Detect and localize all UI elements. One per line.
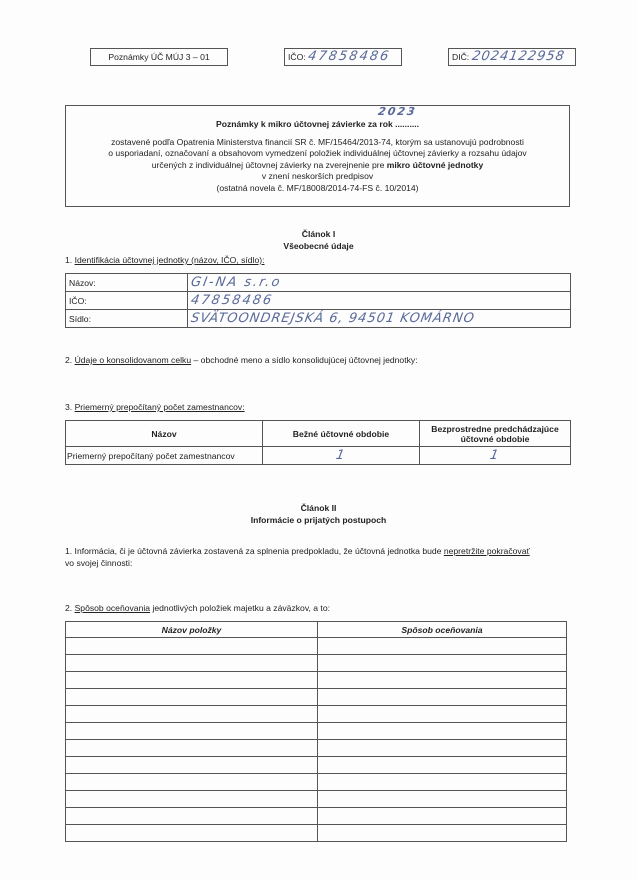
intro-box: [65, 105, 570, 207]
article-heading: Článok I: [301, 229, 336, 239]
table-row: [66, 791, 567, 808]
employees-table: [65, 420, 571, 465]
row-label: Názov:: [66, 274, 188, 292]
column-header: Spôsob oceňovania: [318, 622, 567, 638]
ico-box: [284, 48, 402, 66]
table-row: [66, 447, 571, 465]
article-heading: Článok II: [300, 503, 337, 513]
column-header: Bezprostredne predchádzajúce účtovné obdobie: [420, 421, 571, 447]
table-row: [66, 825, 567, 842]
table-row: [66, 672, 567, 689]
form-code: Poznámky ÚČ MÚJ 3 – 01: [108, 52, 210, 62]
table-row: [66, 274, 571, 292]
dic-label: DIČ:: [452, 52, 470, 62]
article-subheading: Všeobecné údaje: [283, 241, 354, 251]
table-row: [66, 706, 567, 723]
table-row: [66, 310, 571, 328]
section-number: 2.: [65, 603, 75, 613]
table-row: [66, 292, 571, 310]
column-header: Názov položky: [66, 622, 318, 638]
section-label: Identifikácia účtovnej jednotky (názov, IČO, sídlo):: [74, 255, 265, 265]
row-label: IČO:: [66, 292, 188, 310]
intro-bold: mikro účtovné jednotky: [386, 159, 484, 170]
section-label: nepretržite pokračovať: [443, 546, 530, 556]
section-number: 1.: [65, 255, 75, 265]
table-row: [66, 655, 567, 672]
table-row: [66, 689, 567, 706]
valuation-table: [65, 621, 567, 842]
row-value: SVÄTOONDREJSKÁ 6, 94501 KOMÁRNO: [189, 311, 477, 326]
ico-value: 47858486: [306, 49, 392, 64]
row-label: Sídlo:: [66, 310, 188, 328]
section-label: Spôsob oceňovania: [74, 603, 151, 613]
year-value: 2023: [377, 105, 419, 118]
intro-title: Poznámky k mikro účtovnej závierke za rok ..........: [216, 119, 419, 129]
intro-line: zostavené podľa Opatrenia Ministerstva financií SR č. MF/15464/2013-74, ktorým sa ustanovujú podrobnosti: [111, 136, 524, 147]
column-header: Názov: [66, 421, 263, 447]
section-text: 1. Informácia, či je účtovná závierka zostavená za splnenia predpokladu, že účtovná jednotka bude: [65, 546, 444, 556]
current-value: 1: [334, 448, 348, 463]
section-label: Priemerný prepočítaný počet zamestnancov:: [74, 402, 245, 412]
section-text: jednotlivých položiek majetku a záväzkov, a to:: [150, 603, 330, 613]
previous-value: 1: [488, 448, 502, 463]
intro-line: (ostatná novela č. MF/18008/2014-74-FS č. 10/2014): [216, 182, 419, 193]
section-number: 2.: [65, 355, 75, 365]
section-label: Údaje o konsolidovanom celku: [74, 355, 192, 365]
section-text: vo svojej činnosti:: [65, 558, 133, 568]
section-number: 3.: [65, 402, 75, 412]
table-row: [66, 757, 567, 774]
form-code-box: [90, 48, 228, 66]
column-header: Bežné účtovné obdobie: [263, 421, 420, 447]
dic-box: [448, 48, 576, 66]
table-row: [66, 638, 567, 655]
intro-line: v znení neskorších predpisov: [261, 171, 374, 181]
article-subheading: Informácie o prijatých postupoch: [250, 515, 387, 525]
dic-value: 2024122958: [470, 49, 566, 64]
table-row: [66, 723, 567, 740]
table-row: [66, 740, 567, 757]
intro-line: o usporiadaní, označovaní a obsahovom vymedzení položiek individuálnej účtovnej závierky a rozsahu údajov: [108, 148, 527, 158]
intro-line: určených z individuálnej účtovnej závierky na zverejnenie pre: [151, 159, 387, 170]
table-row: [66, 808, 567, 825]
table-row: [66, 774, 567, 791]
row-value: 47858486: [189, 293, 275, 308]
row-label: Priemerný prepočítaný počet zamestnancov: [66, 447, 263, 465]
ico-label: IČO:: [288, 52, 306, 62]
row-value: GI-NA s.r.o: [189, 275, 283, 290]
section-text: – obchodné meno a sídlo konsolidujúcej účtovnej jednotky:: [191, 355, 418, 365]
